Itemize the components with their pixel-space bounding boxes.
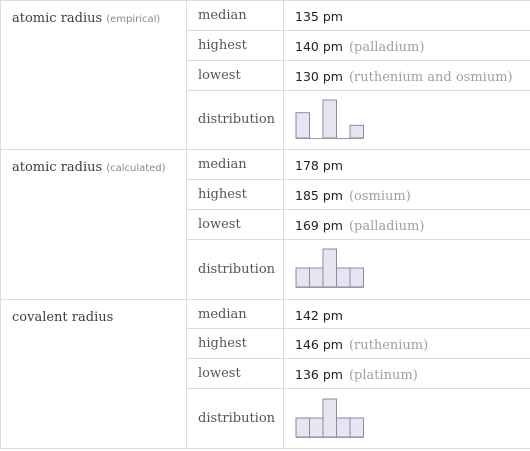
histogram-bar [323,399,337,437]
value-number: 146 pm [295,337,343,353]
row-label-lowest: lowest [187,210,284,240]
row-label-highest: highest [187,329,284,359]
row-value-highest [284,30,530,60]
row-value-distribution [284,389,530,449]
property-qualifier: (calculated) [106,163,166,175]
row-value-lowest [284,359,530,389]
property-name: atomic radius [12,11,103,26]
property-qualifier: (empirical) [106,14,161,25]
table-row [1,150,530,180]
row-value-median [284,150,530,180]
value-number: 142 pm [295,307,343,323]
row-label-distribution: distribution [187,90,284,150]
property-cell [1,299,187,448]
row-value-distribution [284,90,530,150]
histogram-bar [337,268,351,287]
row-label-lowest: lowest [187,60,284,90]
value-note: (platinum) [348,368,418,384]
table-row [1,1,530,31]
value-number: 135 pm [295,8,343,24]
histogram-bar [323,100,337,138]
histogram-bar [350,268,364,287]
row-value-highest [284,180,530,210]
value-number: 178 pm [295,158,343,174]
row-label-median: median [187,150,284,180]
value-note: (osmium) [348,189,411,205]
row-label-distribution: distribution [187,239,284,299]
row-label-median: median [187,1,284,31]
row-value-highest [284,329,530,359]
row-label-distribution: distribution [187,389,284,449]
property-name: atomic radius [12,160,103,176]
histogram-bar [310,418,324,437]
value-note: (ruthenium and osmium) [348,69,513,85]
histogram-bar [350,125,364,138]
histogram-bar [296,268,310,287]
value-number: 185 pm [295,188,343,204]
value-number: 136 pm [295,367,343,383]
histogram-bar [337,418,351,437]
row-label-highest: highest [187,30,284,60]
row-label-highest: highest [187,180,284,210]
histogram-bar [323,249,337,287]
histogram-bar [296,113,310,138]
value-note: (palladium) [348,39,425,55]
row-value-lowest [284,210,530,240]
value-number: 169 pm [295,217,343,233]
row-value-distribution [284,239,530,299]
histogram-bar [350,418,364,437]
row-value-median [284,1,530,31]
property-cell [1,1,187,150]
row-value-lowest [284,60,530,90]
table-row [1,299,530,329]
value-number: 130 pm [295,68,343,84]
value-note: (ruthenium) [348,338,429,354]
histogram-bar [310,268,324,287]
distribution-histogram [295,98,375,142]
histogram-bar [296,418,310,437]
distribution-histogram [295,397,375,441]
distribution-histogram [295,247,375,291]
row-value-median [284,299,530,329]
value-number: 140 pm [295,38,343,54]
row-label-lowest: lowest [187,359,284,389]
row-label-median: median [187,299,284,329]
property-cell [1,150,187,299]
value-note: (palladium) [348,218,425,234]
property-name: covalent radius [12,309,114,325]
